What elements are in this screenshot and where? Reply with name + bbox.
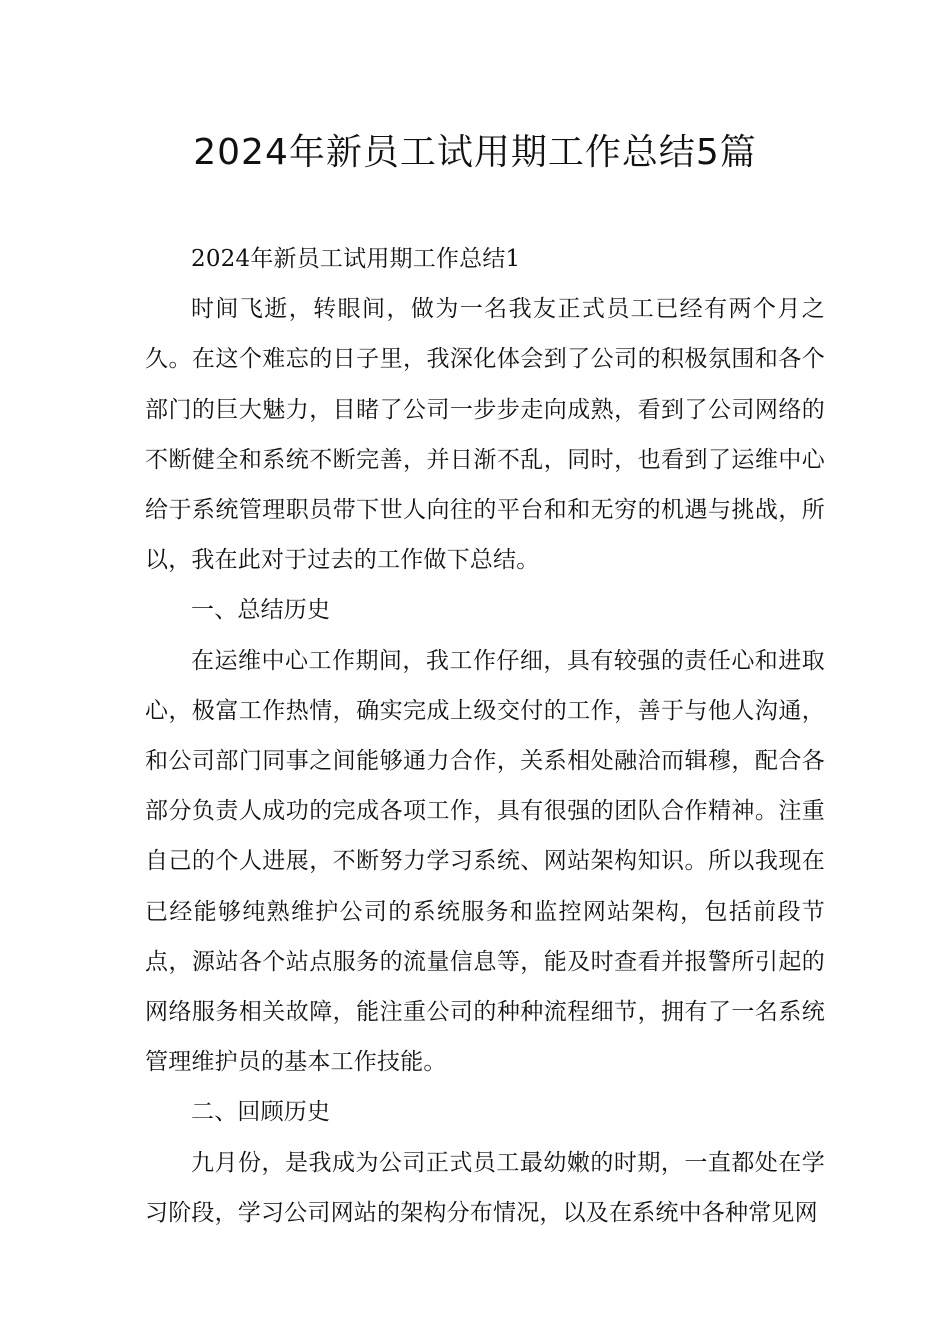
intro-paragraph: 时间飞逝，转眼间，做为一名我友正式员工已经有两个月之久。在这个难忘的日子里，我深化体会到了公司的积极氛围和各个部门的巨大魅力，目睹了公司一步步走向成熟，看到了公司网络的不断健全和系统不断完善，并日渐不乱，同时，也看到了运维中心给于系统管理职员带下世人向往的平台和和无穷的机遇与挑战，所以，我在此对于过去的工作做下总结。 — [145, 296, 825, 574]
section-paragraph-1: 在运维中心工作期间，我工作仔细，具有较强的责任心和进取心，极富工作热情，确实完成上级交付的工作，善于与他人沟通，和公司部门同事之间能够通力合作，关系相处融洽而辑穆，配合各部分负责人成功的完成各项工作，具有很强的团队合作精神。注重自己的个人进展，不断努力学习系统、网站架构知识。所以我现在已经能够纯熟维护公司的系统服务和监控网站架构，包括前段节点，源站各个站点服务的流量信息等，能及时查看并报警所引起的网络服务相关故障，能注重公司的种种流程细节，拥有了一名系统管理维护员的基本工作技能。 — [145, 647, 825, 1076]
document-body — [145, 234, 825, 1238]
section-paragraph-2: 九月份，是我成为公司正式员工最幼嫩的时期，一直都处在学习阶段，学习公司网站的架构分布情况，以及在系统中各种常见网 — [145, 1149, 825, 1226]
subtitle: 2024年新员工试用期工作总结1 — [191, 246, 521, 272]
section-heading-1: 一、总结历史 — [191, 597, 331, 624]
section-heading-2: 二、回顾历史 — [191, 1099, 331, 1126]
document-title: 2024年新员工试用期工作总结5篇 — [193, 132, 757, 173]
